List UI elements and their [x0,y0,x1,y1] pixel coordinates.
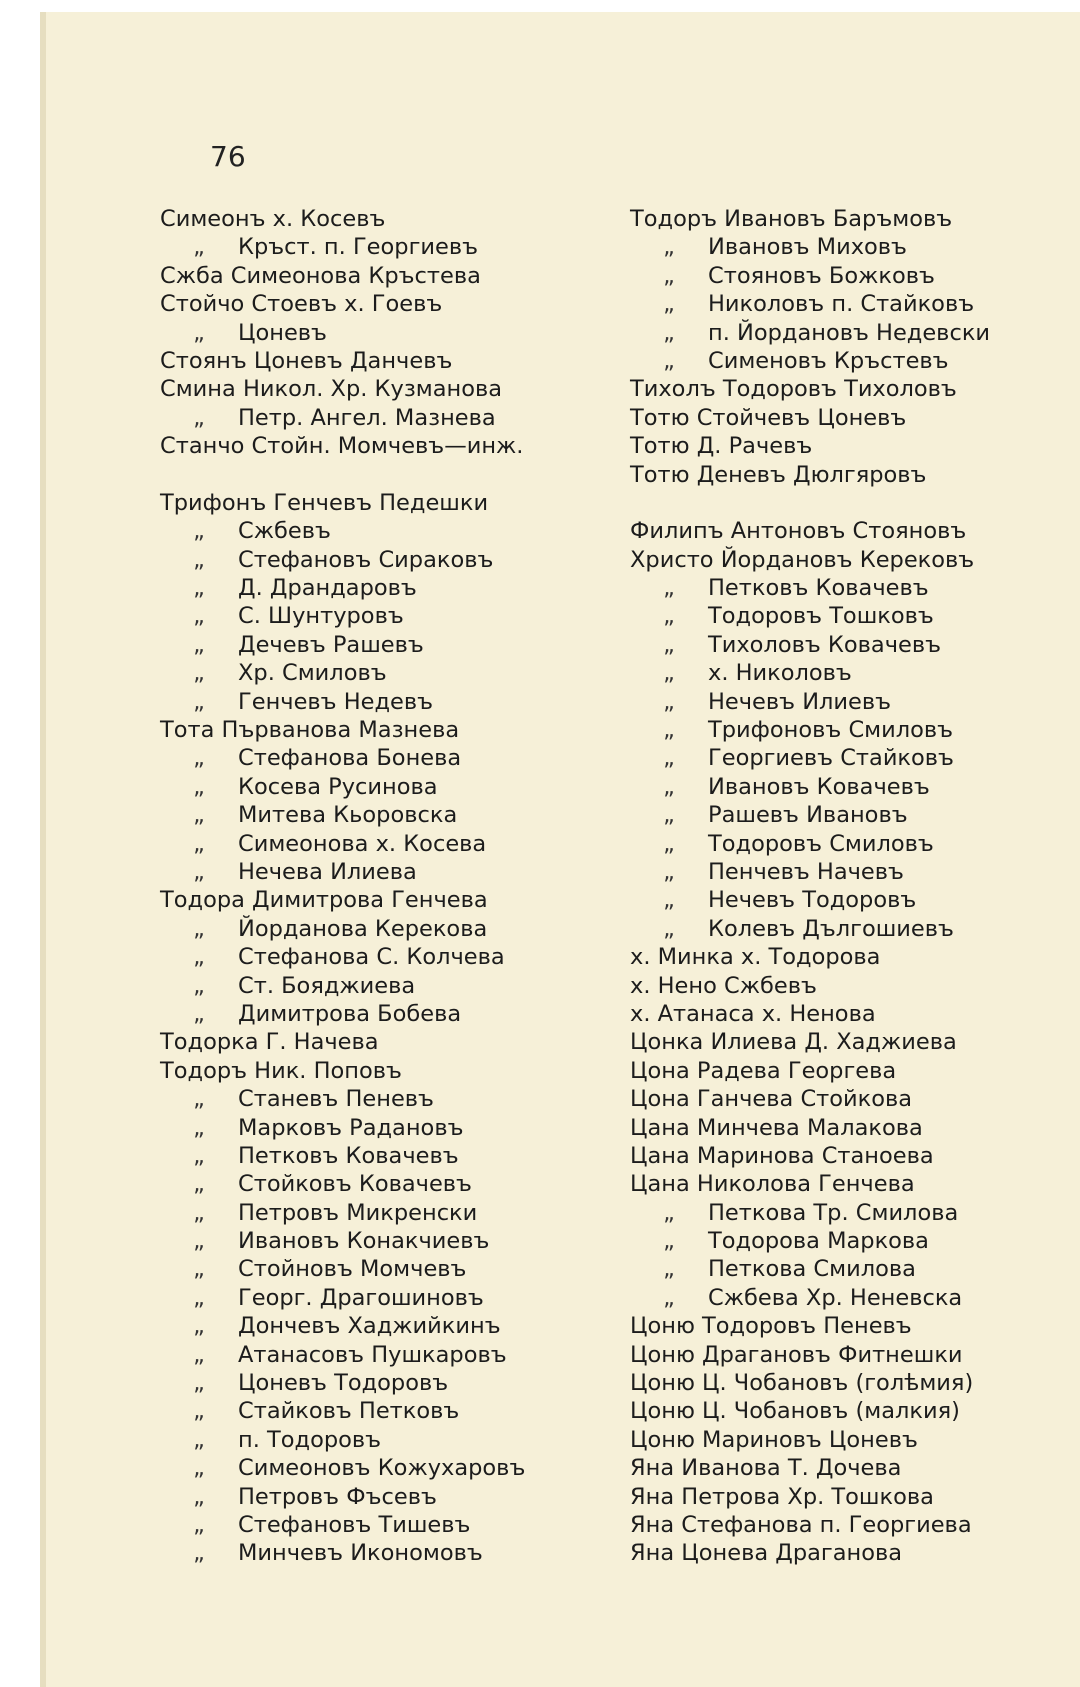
name-entry [630,1483,990,1511]
ditto-mark: „ [193,234,205,261]
name-entry [630,1114,990,1142]
name-text: Генчевъ Недевъ [238,688,434,715]
name-entry [160,688,525,716]
name-entry [630,1539,990,1567]
name-entry [630,1454,990,1482]
ditto-mark: „ [193,1086,205,1113]
ditto-mark: „ [193,972,205,999]
ditto-mark: „ [663,745,675,772]
ditto-mark: „ [663,603,675,630]
name-entry [630,290,990,318]
name-entry [160,1312,525,1340]
name-text: Димитрова Бобева [238,1000,462,1027]
name-entry [630,1255,990,1283]
ditto-mark: „ [663,773,675,800]
name-entry [160,773,525,801]
name-text: Смина Никол. Хр. Кузманова [160,376,503,403]
name-entry [160,943,525,971]
name-text: Цона Ганчева Стойкова [630,1086,913,1113]
name-text: Симеоновъ Кожухаровъ [238,1455,526,1482]
name-text: Цана Маринова Станоева [630,1142,934,1169]
ditto-mark: „ [193,1455,205,1482]
ditto-mark: „ [663,319,675,346]
ditto-mark: „ [193,1341,205,1368]
left-name-column [160,205,525,1568]
name-entry [160,1454,525,1482]
ditto-mark: „ [193,1483,205,1510]
name-text: Нечева Илиева [238,858,417,885]
ditto-mark: „ [193,944,205,971]
ditto-mark: „ [663,291,675,318]
name-entry [160,546,525,574]
name-entry [630,1426,990,1454]
name-text: Яна Цонева Драганова [630,1540,903,1567]
name-text: Стефановъ Тишевъ [238,1511,471,1538]
ditto-mark: „ [193,1114,205,1141]
ditto-mark: „ [193,546,205,573]
ditto-mark: „ [193,660,205,687]
name-entry [630,517,990,545]
name-entry [160,1227,525,1255]
section-gap [160,461,525,489]
name-entry [160,347,525,375]
name-entry [630,886,990,914]
name-text: Тодорка Г. Начева [160,1029,379,1056]
name-text: Цоню Ц. Чобановъ (голѣмия) [630,1370,974,1397]
name-entry [160,886,525,914]
ditto-mark: „ [193,773,205,800]
name-text: Тота Първанова Мазнева [160,717,460,744]
ditto-mark: „ [663,660,675,687]
name-text: Петр. Ангел. Мазнева [238,404,496,431]
ditto-mark: „ [193,404,205,431]
name-entry [160,716,525,744]
section-gap [630,489,990,517]
name-text: х. Атанаса х. Ненова [630,1000,876,1027]
name-entry [630,716,990,744]
name-text: Николовъ п. Стайковъ [708,291,975,318]
ditto-mark: „ [193,603,205,630]
ditto-mark: „ [193,745,205,772]
name-entry [630,205,990,233]
name-text: Кръст. п. Георгиевъ [238,234,479,261]
name-entry [160,233,525,261]
name-entry [160,1170,525,1198]
name-entry [630,1511,990,1539]
name-entry [630,262,990,290]
ditto-mark: „ [193,1398,205,1425]
name-text: Стефанова Бонева [238,745,462,772]
name-entry [160,1255,525,1283]
name-text: Тодорова Маркова [708,1228,929,1255]
name-text: Стойчо Стоевъ х. Гоевъ [160,291,443,318]
name-text: Стойковъ Ковачевъ [238,1171,472,1198]
name-text: Тихоловъ Ковачевъ [708,631,941,658]
name-entry [160,1284,525,1312]
ditto-mark: „ [663,1256,675,1283]
name-entry [630,1085,990,1113]
name-entry [630,830,990,858]
ditto-mark: „ [193,858,205,885]
ditto-mark: „ [663,575,675,602]
name-text: Цана Николова Генчева [630,1171,915,1198]
name-entry [630,574,990,602]
name-entry [160,830,525,858]
ditto-mark: „ [193,1370,205,1397]
name-text: Георгиевъ Стайковъ [708,745,954,772]
name-entry [160,319,525,347]
name-entry [160,744,525,772]
name-entry [630,375,990,403]
ditto-mark: „ [193,1426,205,1453]
name-text: Георг. Драгошиновъ [238,1284,484,1311]
ditto-mark: „ [193,1228,205,1255]
name-entry [160,1539,525,1567]
name-entry [630,773,990,801]
name-entry [160,1483,525,1511]
name-entry [160,801,525,829]
name-text: Ивановъ Миховъ [708,234,907,261]
name-text: Тодоръ Ник. Поповъ [160,1057,402,1084]
name-entry [630,1369,990,1397]
name-text: Стойновъ Момчевъ [238,1256,467,1283]
name-entry [160,659,525,687]
name-text: Сжбевъ [238,518,331,545]
name-text: Марковъ Радановъ [238,1114,464,1141]
ditto-mark: „ [193,1142,205,1169]
name-entry [160,858,525,886]
name-entry [160,602,525,630]
name-text: Дончевъ Хаджийкинъ [238,1313,501,1340]
name-entry [630,1227,990,1255]
name-text: Цоневъ [238,319,327,346]
right-name-column [630,205,990,1568]
name-text: Тотю Д. Рачевъ [630,433,813,460]
name-entry [630,432,990,460]
name-entry [630,347,990,375]
ditto-mark: „ [663,347,675,374]
name-text: Митева Кьоровска [238,802,458,829]
name-entry [160,404,525,432]
name-entry [630,858,990,886]
name-text: Петкова Смилова [708,1256,916,1283]
name-text: Цоневъ Тодоровъ [238,1370,449,1397]
name-entry [630,1199,990,1227]
name-entry [160,432,525,460]
name-text: Стоянъ Цоневъ Данчевъ [160,347,453,374]
ditto-mark: „ [193,802,205,829]
ditto-mark: „ [193,319,205,346]
ditto-mark: „ [193,631,205,658]
name-text: Йорданова Керекова [238,915,488,942]
name-entry [630,319,990,347]
name-entry [630,688,990,716]
name-entry [160,375,525,403]
name-text: Нечевъ Тодоровъ [708,887,917,914]
ditto-mark: „ [193,518,205,545]
name-entry [630,602,990,630]
ditto-mark: „ [663,262,675,289]
name-text: Яна Петрова Хр. Тошкова [630,1483,934,1510]
name-entry [160,1426,525,1454]
name-text: х. Минка х. Тодорова [630,944,881,971]
name-text: х. Нено Сжбевъ [630,972,817,999]
name-entry [630,233,990,261]
name-text: п. Йордановъ Недевски [708,319,991,346]
ditto-mark: „ [663,631,675,658]
name-text: Станчо Стойн. Момчевъ—инж. [160,433,524,460]
ditto-mark: „ [663,1199,675,1226]
name-text: Тодоровъ Тошковъ [708,603,934,630]
name-entry [630,1057,990,1085]
ditto-mark: „ [193,1284,205,1311]
name-entry [630,972,990,1000]
name-entry [630,546,990,574]
ditto-mark: „ [663,858,675,885]
name-text: Цоню Драгановъ Фитнешки [630,1341,963,1368]
name-entry [630,943,990,971]
name-text: Цана Минчева Малакова [630,1114,923,1141]
name-entry [630,1028,990,1056]
name-text: Филипъ Антоновъ Стояновъ [630,518,967,545]
ditto-mark: „ [663,830,675,857]
name-entry [630,1397,990,1425]
ditto-mark: „ [193,915,205,942]
name-text: Трифонъ Генчевъ Педешки [160,489,489,516]
ditto-mark: „ [663,717,675,744]
name-text: Петковъ Ковачевъ [708,575,929,602]
name-text: п. Тодоровъ [238,1426,382,1453]
name-entry [630,404,990,432]
name-text: Тодора Димитрова Генчева [160,887,488,914]
ditto-mark: „ [193,1313,205,1340]
name-text: Цона Радева Георгева [630,1057,897,1084]
name-text: Стайковъ Петковъ [238,1398,460,1425]
name-entry [630,1341,990,1369]
name-text: Стояновъ Божковъ [708,262,935,289]
name-text: Д. Драндаровъ [238,575,417,602]
name-entry [160,915,525,943]
ditto-mark: „ [193,1540,205,1567]
ditto-mark: „ [663,887,675,914]
ditto-mark: „ [193,1000,205,1027]
name-text: Тотю Стойчевъ Цоневъ [630,404,907,431]
name-entry [160,1142,525,1170]
name-entry [160,489,525,517]
ditto-mark: „ [193,688,205,715]
name-entry [160,1114,525,1142]
name-text: Петровъ Фъсевъ [238,1483,437,1510]
name-text: Колевъ Дългошиевъ [708,915,954,942]
name-text: Дечевъ Рашевъ [238,631,424,658]
name-text: Хр. Смиловъ [238,660,387,687]
name-text: Яна Иванова Т. Дочева [630,1455,902,1482]
name-text: Цоню Мариновъ Цоневъ [630,1426,918,1453]
name-entry [160,972,525,1000]
name-text: Тодоровъ Смиловъ [708,830,934,857]
name-entry [630,1170,990,1198]
ditto-mark: „ [193,1199,205,1226]
name-text: Трифоновъ Смиловъ [708,717,954,744]
name-entry [160,1000,525,1028]
name-entry [160,262,525,290]
name-entry [160,1511,525,1539]
name-text: Христо Йордановъ Керековъ [630,546,975,573]
name-text: Симеонова х. Косева [238,830,487,857]
ditto-mark: „ [663,1284,675,1311]
name-text: Цоню Ц. Чобановъ (малкия) [630,1398,960,1425]
name-text: Атанасовъ Пушкаровъ [238,1341,507,1368]
ditto-mark: „ [193,1256,205,1283]
name-text: С. Шунтуровъ [238,603,404,630]
name-entry [630,744,990,772]
name-entry [630,801,990,829]
name-text: Рашевъ Ивановъ [708,802,908,829]
name-text: Ивановъ Ковачевъ [708,773,930,800]
ditto-mark: „ [193,575,205,602]
name-entry [160,1397,525,1425]
page-number: 76 [210,140,246,173]
name-entry [630,631,990,659]
name-entry [160,1085,525,1113]
name-entry [630,915,990,943]
name-text: Тихолъ Тодоровъ Тихоловъ [630,376,957,403]
ditto-mark: „ [193,830,205,857]
name-entry [630,1284,990,1312]
name-text: Минчевъ Икономовъ [238,1540,483,1567]
name-entry [160,1341,525,1369]
name-text: Цонка Илиева Д. Хаджиева [630,1029,957,1056]
name-text: Ивановъ Конакчиевъ [238,1228,490,1255]
name-text: Сименовъ Кръстевъ [708,347,949,374]
name-entry [630,461,990,489]
name-entry [160,1369,525,1397]
name-text: Тодоръ Ивановъ Баръмовъ [630,206,953,232]
ditto-mark: „ [663,234,675,261]
ditto-mark: „ [193,1511,205,1538]
name-entry [160,517,525,545]
name-text: Петровъ Микренски [238,1199,478,1226]
name-entry [630,1312,990,1340]
name-entry [630,1142,990,1170]
name-text: Стефановъ Сираковъ [238,546,494,573]
name-text: Косева Русинова [238,773,438,800]
name-entry [630,659,990,687]
name-text: Пенчевъ Начевъ [708,858,904,885]
name-entry [160,205,525,233]
name-text: Сжбева Хр. Неневска [708,1284,963,1311]
ditto-mark: „ [663,1228,675,1255]
name-text: Ст. Бояджиева [238,972,416,999]
name-entry [160,290,525,318]
name-text: Стефанова С. Колчева [238,944,505,971]
name-entry [160,1028,525,1056]
ditto-mark: „ [663,915,675,942]
name-text: Петковъ Ковачевъ [238,1142,459,1169]
name-entry [160,1057,525,1085]
name-entry [160,1199,525,1227]
name-text: х. Николовъ [708,660,852,687]
name-text: Сжба Симеонова Кръстева [160,262,481,289]
name-text: Яна Стефанова п. Георгиева [630,1511,972,1538]
name-text: Тотю Деневъ Дюлгяровъ [630,461,927,488]
name-text: Нечевъ Илиевъ [708,688,892,715]
name-text: Цоню Тодоровъ Пеневъ [630,1313,912,1340]
ditto-mark: „ [663,688,675,715]
name-entry [160,574,525,602]
ditto-mark: „ [193,1171,205,1198]
name-text: Симеонъ х. Косевъ [160,206,386,232]
name-entry [160,631,525,659]
name-text: Станевъ Пеневъ [238,1086,434,1113]
name-entry [630,1000,990,1028]
ditto-mark: „ [663,802,675,829]
name-text: Петкова Тр. Смилова [708,1199,959,1226]
